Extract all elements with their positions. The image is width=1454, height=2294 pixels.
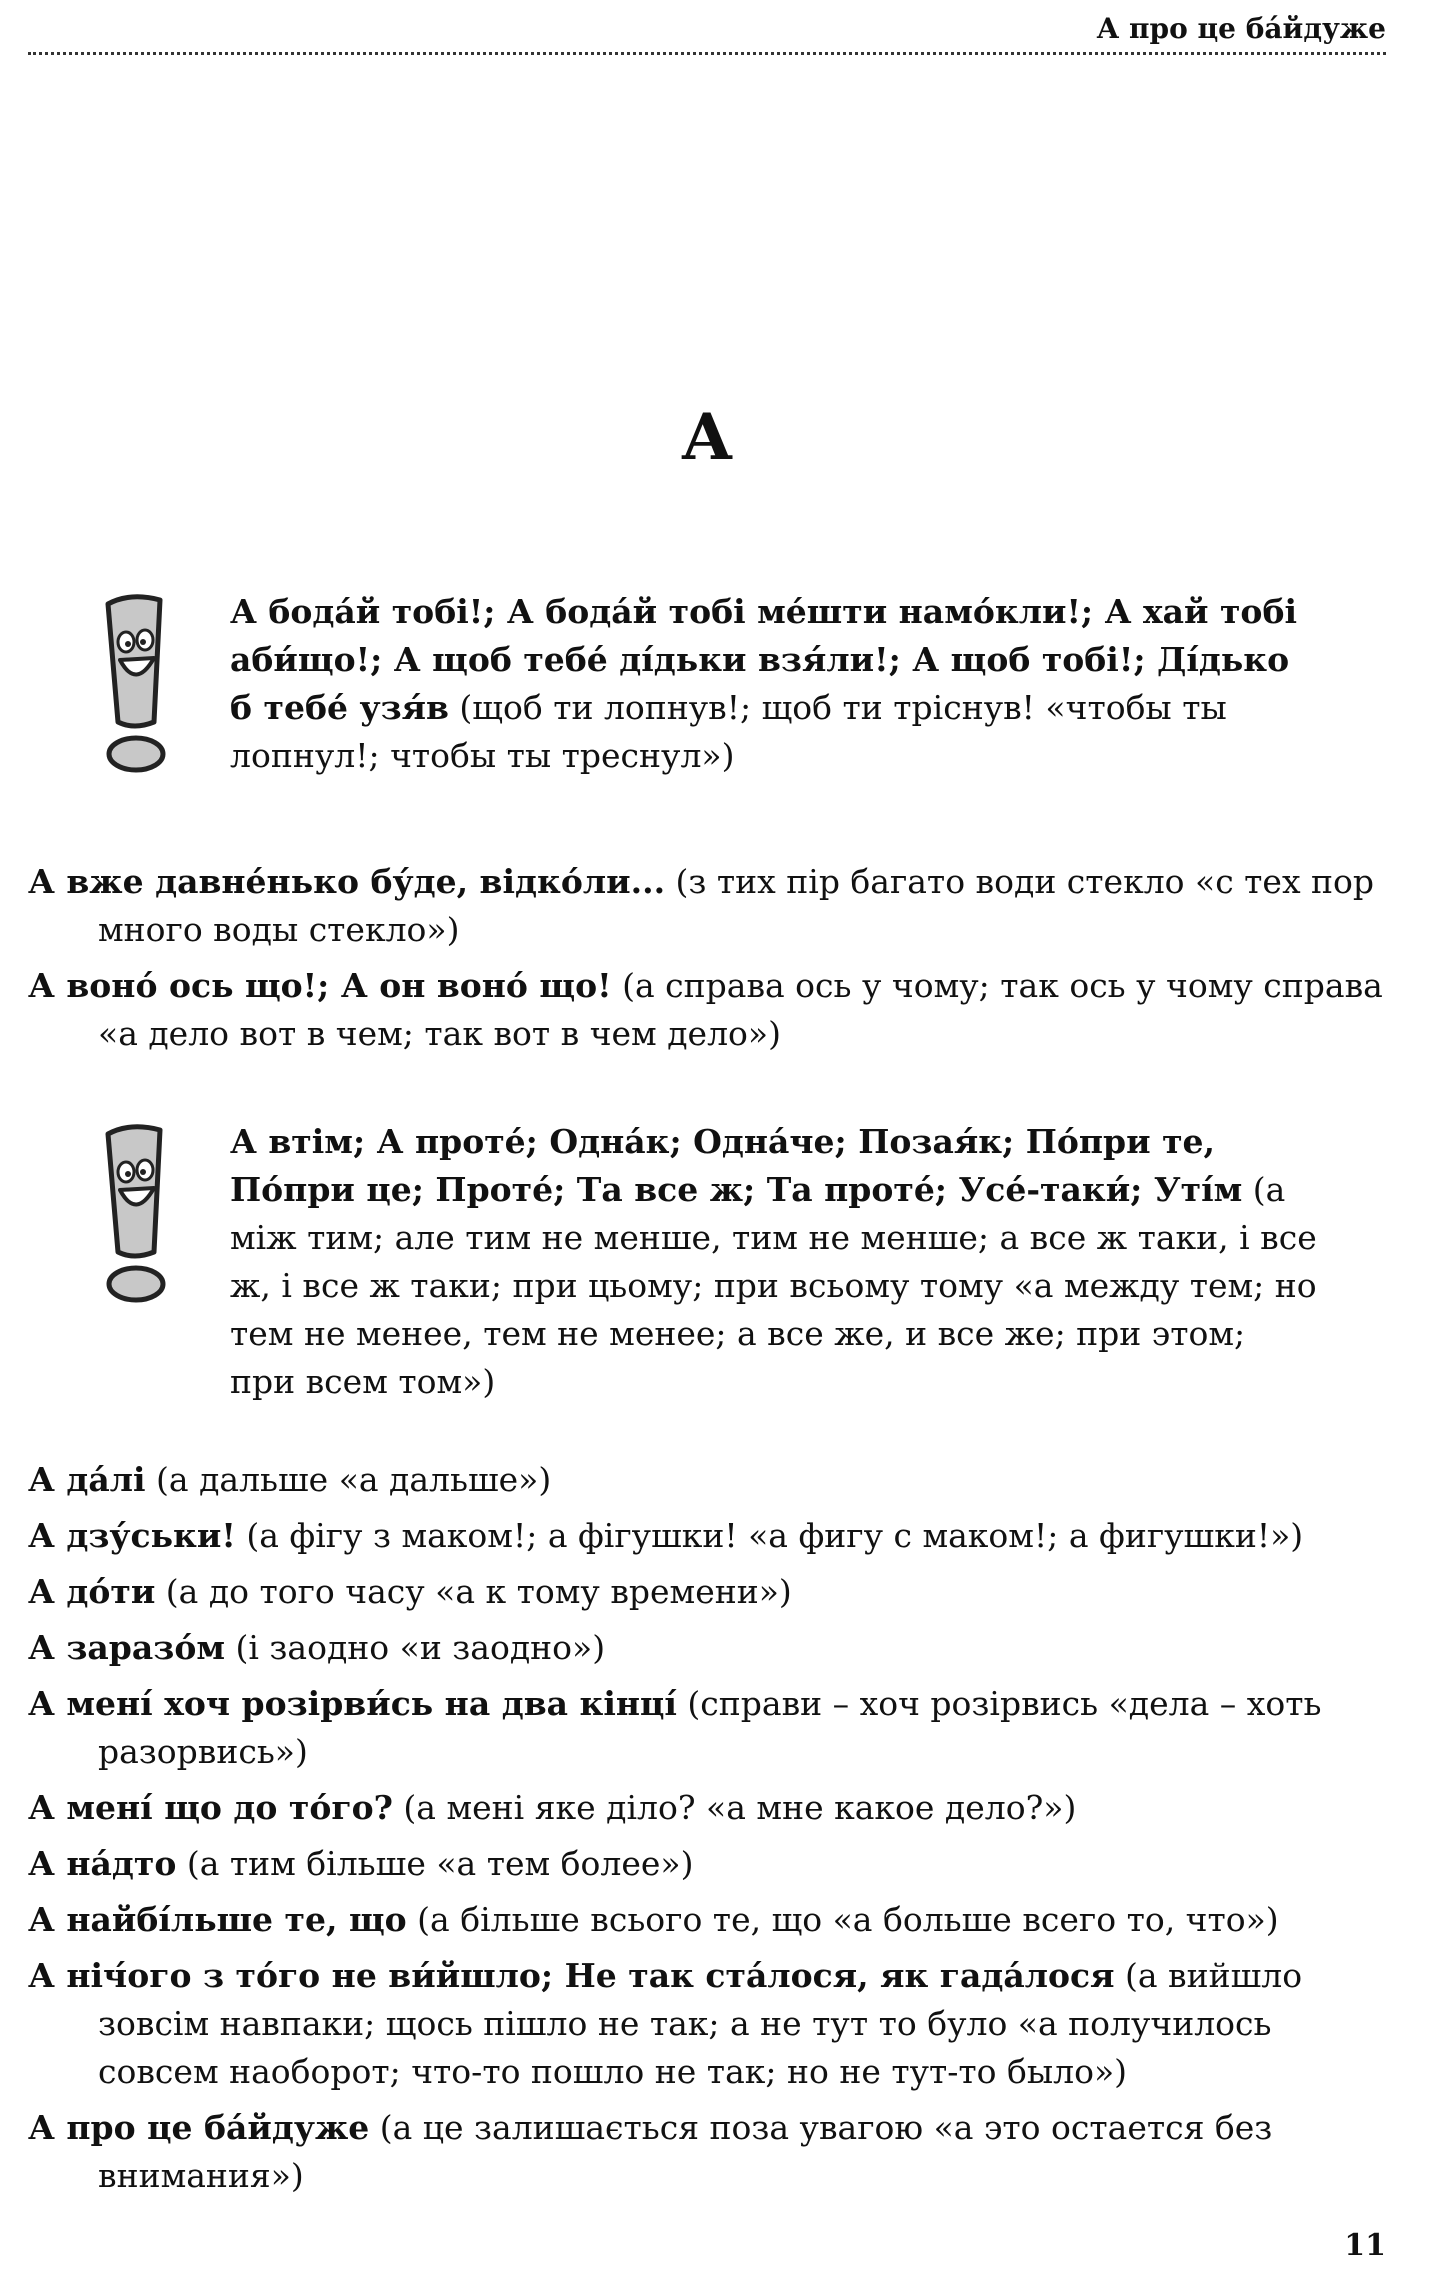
page-number: 11 (1344, 2228, 1386, 2263)
running-header-text: А про це ба́йдуже (1096, 12, 1386, 45)
entry-term: А да́лі (28, 1460, 146, 1499)
running-header (28, 8, 1386, 55)
section-letter-heading: А (680, 400, 734, 475)
note-term: А бода́й тобі!; А бода́й тобі ме́шти намо́кли!; А хай тобі аби́що!; А щоб тебе́ ді́дьки взя́ли!; А щоб тобі!; Ді́дько б тебе́ узя́в (230, 592, 1297, 727)
entry-term: А заразо́м (28, 1628, 226, 1667)
dictionary-entry (28, 1624, 1388, 1672)
entry-term: А мені́ що до то́го? (28, 1788, 393, 1827)
entry-gloss: (з тих пір багато води стекло «с тех пор много воды стекло») (98, 862, 1375, 949)
entry-term: А вже давне́нько бу́де, відко́ли... (28, 862, 666, 901)
entry-gloss: (справи – хоч розірвись «дела – хоть разорвись») (98, 1684, 1322, 1771)
entry-gloss: (а більше всього те, що «а больше всего то, что») (406, 1900, 1279, 1939)
note-text (230, 588, 1320, 780)
entry-term: А про це ба́йдуже (28, 2108, 370, 2147)
note-gloss: (щоб ти лопнув!; щоб ти тріснув! «чтобы ты лопнул!; чтобы ты треснул») (230, 688, 1227, 775)
entry-term: А дзу́ськи! (28, 1516, 236, 1555)
dictionary-entry (28, 1680, 1388, 1776)
exclamation-mascot-icon (90, 594, 180, 774)
dictionary-entry (28, 1512, 1388, 1560)
entries-group (28, 858, 1388, 1066)
dictionary-entry (28, 1952, 1388, 2096)
dictionary-entry (28, 962, 1388, 1058)
entry-term: А ніч́ого з то́го не ви́йшло; Не так ста́лося, як гада́лося (28, 1956, 1115, 1995)
entry-gloss: (а це залишається поза увагою «а это остается без внимания») (98, 2108, 1273, 2195)
dictionary-entry (28, 1840, 1388, 1888)
entry-gloss: (а справа ось у чому; так ось у чому справа «а дело вот в чем; так вот в чем дело») (98, 966, 1383, 1053)
entry-gloss: (а дальше «а дальше») (145, 1460, 552, 1499)
note-term: А втім; А проте́; Одна́к; Одна́че; Позая́к; По́при те, По́при це; Проте́; Та все ж; Та проте́; Усе́-таки́; Уті́м (230, 1122, 1243, 1209)
dictionary-entry (28, 2104, 1388, 2200)
note-text (230, 1118, 1320, 1406)
entry-gloss: (і заодно «и заодно») (225, 1628, 606, 1667)
entry-gloss: (а до того часу «а к тому времени») (155, 1572, 792, 1611)
note-block (90, 1118, 1320, 1406)
entry-gloss: (а тим більше «а тем более») (176, 1844, 694, 1883)
entry-term: А на́дто (28, 1844, 177, 1883)
entry-term: А воно́ ось що!; А он воно́ що! (28, 966, 612, 1005)
note-gloss: (а між тим; але тим не менше, тим не менше; а все ж таки, і все ж, і все ж таки; при цьому; при всьому тому «а между тем; но тем не менее, тем не менее; а все же, и все же; при этом; при всем том») (230, 1170, 1317, 1401)
entry-gloss: (а мені яке діло? «а мне какое дело?») (392, 1788, 1077, 1827)
entry-term: А найбі́льше те, що (28, 1900, 407, 1939)
entry-gloss: (а фігу з маком!; а фігушки! «а фигу с маком!; а фигушки!») (235, 1516, 1304, 1555)
entry-term: А мені́ хоч розірви́сь на два кінці́ (28, 1684, 677, 1723)
dictionary-entry (28, 1568, 1388, 1616)
entry-term: А до́ти (28, 1572, 156, 1611)
entries-group (28, 1456, 1388, 2208)
exclamation-mascot-icon (90, 1124, 180, 1304)
dictionary-entry (28, 1456, 1388, 1504)
entry-gloss: (а вийшло зовсім навпаки; щось пішло не так; а не тут то було «а получилось совсем наоборот; что-то пошло не так; но не тут-то было») (98, 1956, 1303, 2091)
dictionary-entry (28, 1784, 1388, 1832)
note-block (90, 588, 1320, 780)
dictionary-entry (28, 858, 1388, 954)
dictionary-entry (28, 1896, 1388, 1944)
